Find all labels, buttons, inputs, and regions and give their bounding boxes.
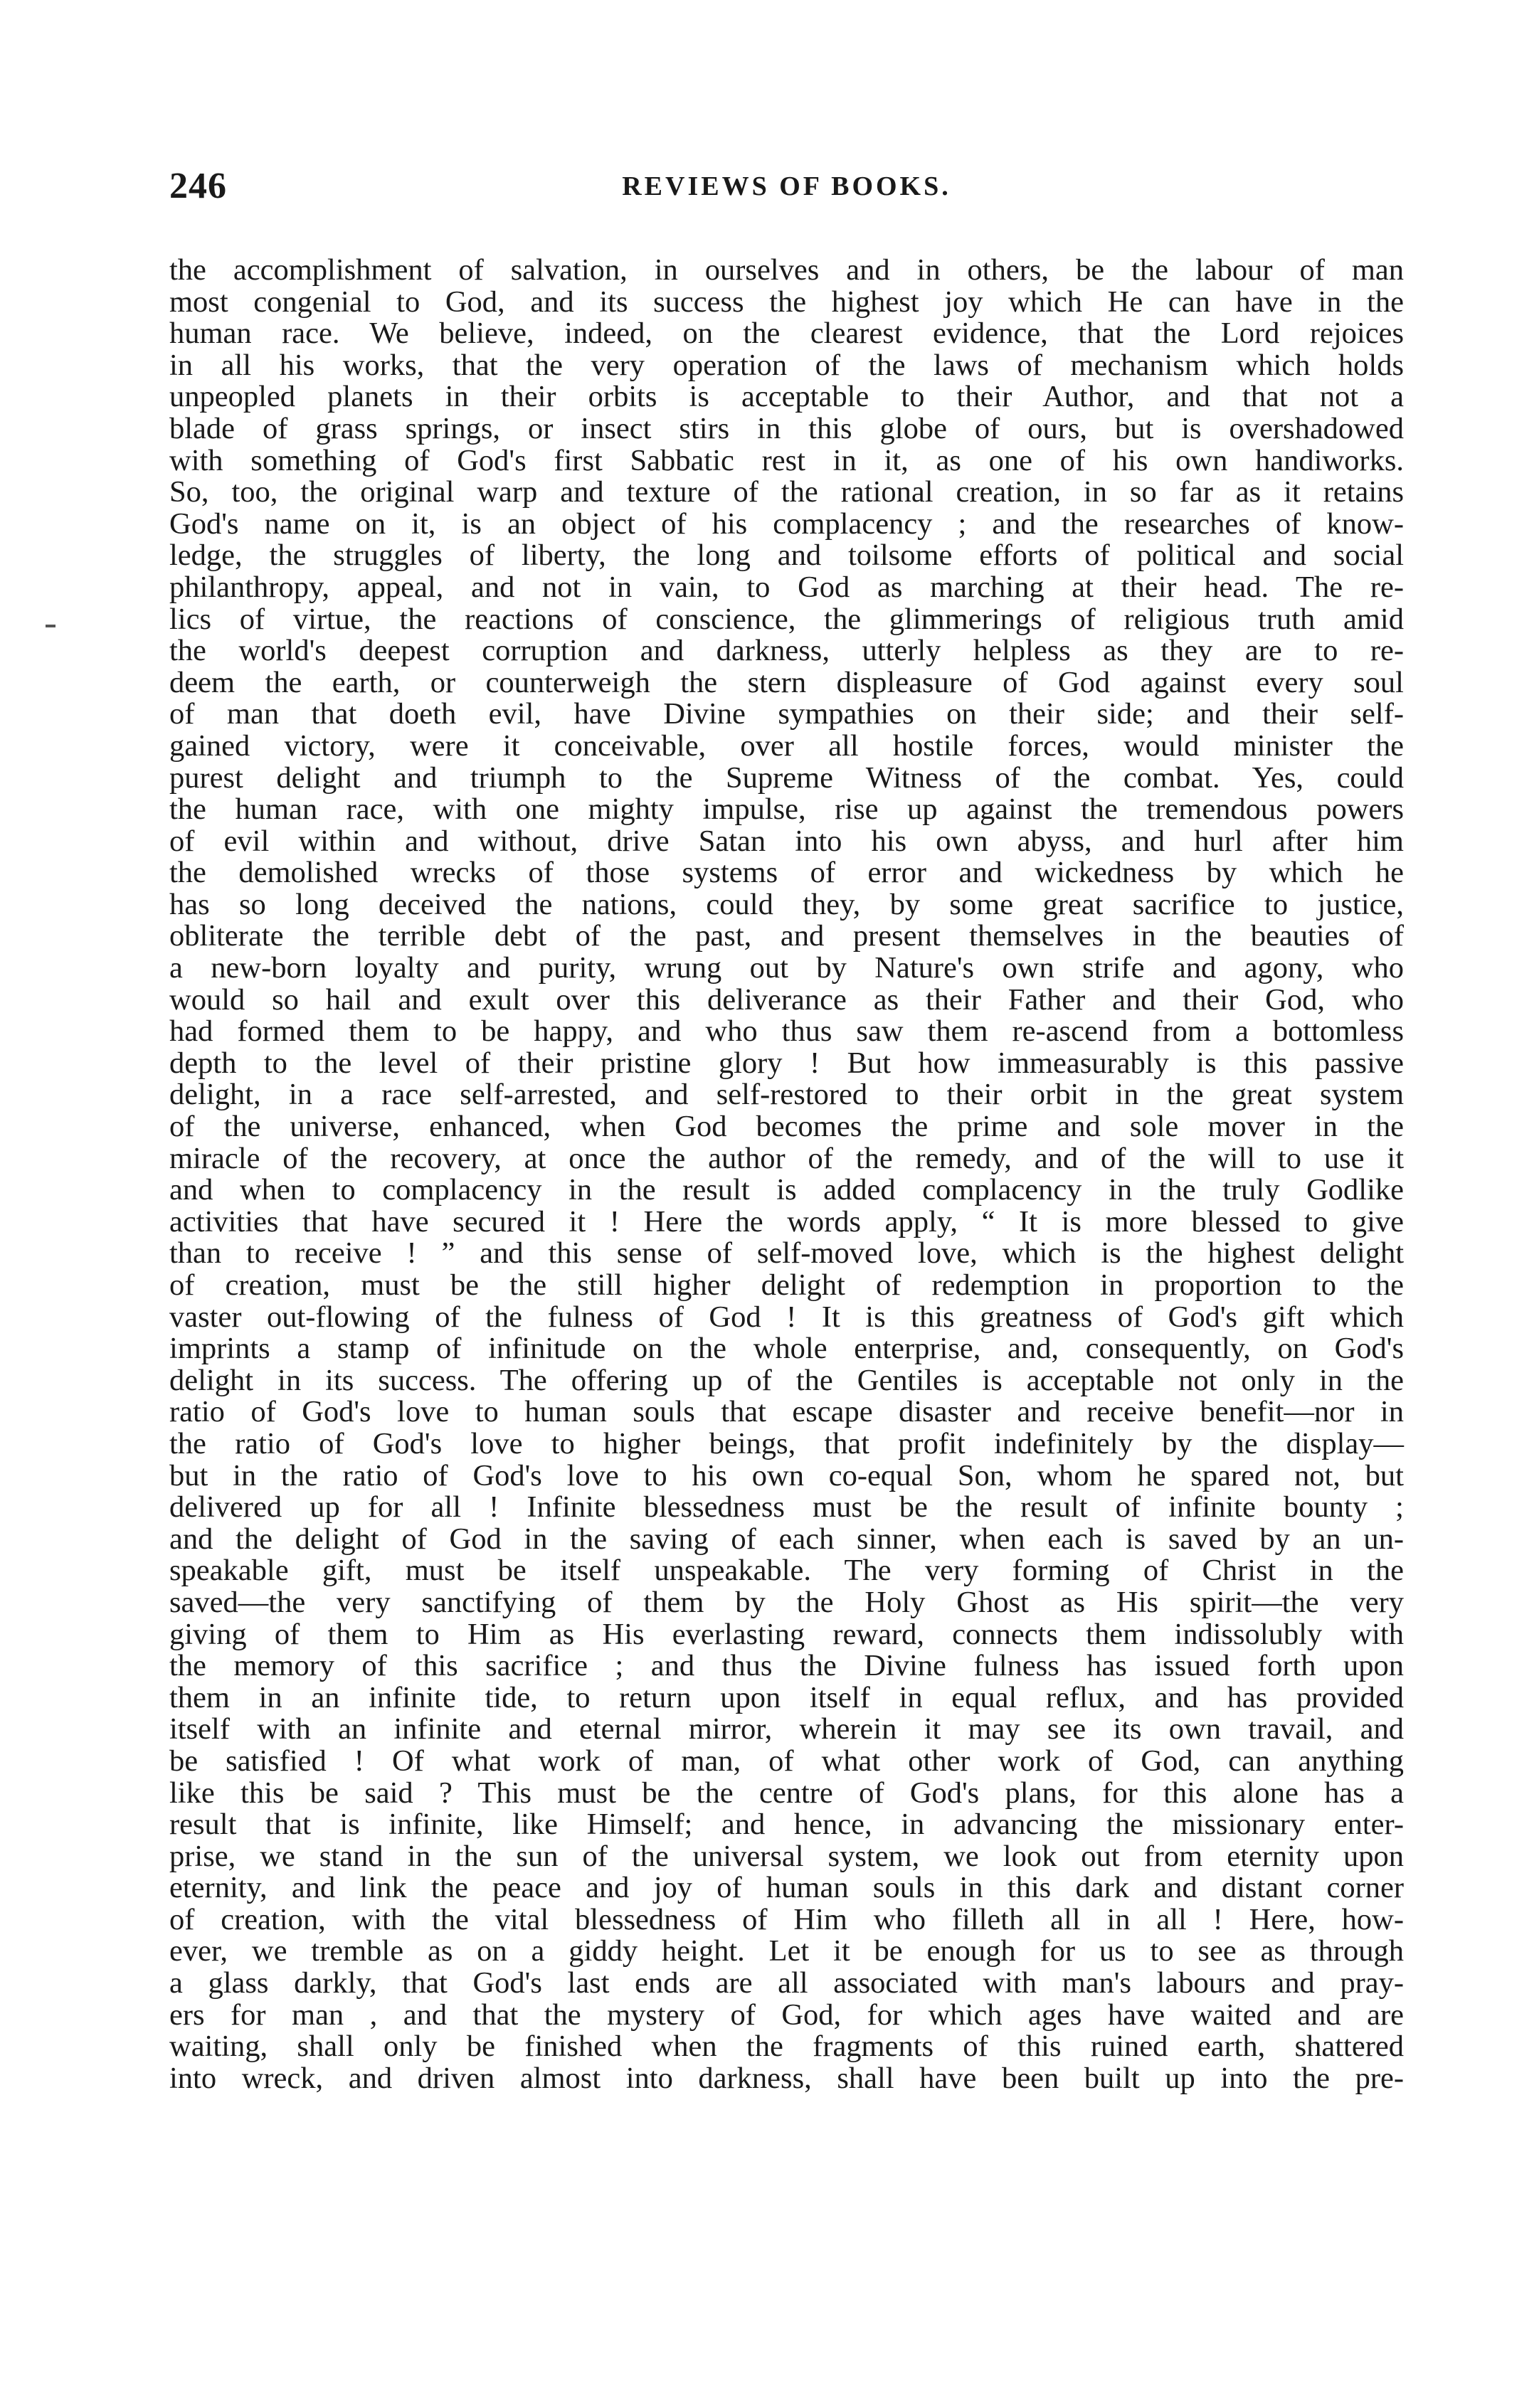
- text-line: the human race, with one mighty impulse, rise up against the tremendous powers: [169, 792, 1404, 827]
- text-line: would so hail and exult over this deliverance as their Father and their God, who: [169, 982, 1404, 1017]
- page-header: [169, 165, 1404, 215]
- text-line: and the delight of God in the saving of each sinner, when each is saved by an un-: [169, 1522, 1404, 1556]
- text-line: speakable gift, must be itself unspeakable. The very forming of Christ in the: [169, 1554, 1404, 1588]
- text-line: the world's deepest corruption and darkness, utterly helpless as they are to re-: [169, 634, 1404, 668]
- text-line: philanthropy, appeal, and not in vain, to God as marching at their head. The re-: [169, 570, 1404, 604]
- text-line: and when to complacency in the result is added complacency in the truly Godlike: [169, 1173, 1404, 1207]
- text-line: had formed them to be happy, and who thus saw them re-ascend from a bottomless: [169, 1014, 1404, 1049]
- text-line: ever, we tremble as on a giddy height. Let it be enough for us to see as through: [169, 1934, 1404, 1968]
- text-line: obliterate the terrible debt of the past, and present themselves in the beauties of: [169, 919, 1404, 953]
- text-line: of creation, must be the still higher delight of redemption in proportion to the: [169, 1268, 1404, 1302]
- running-head: REVIEWS OF BOOKS.: [622, 171, 951, 201]
- text-line: blade of grass springs, or insect stirs in this globe of ours, but is overshadowed: [169, 411, 1404, 445]
- text-line: delight in its success. The offering up of the Gentiles is acceptable not only in the: [169, 1363, 1404, 1397]
- text-line: unpeopled planets in their orbits is acceptable to their Author, and that not a: [169, 380, 1404, 414]
- text-line: ledge, the struggles of liberty, the long and toilsome efforts of political and social: [169, 539, 1404, 573]
- text-line: like this be said ? This must be the centre of God's plans, for this alone has a: [169, 1776, 1404, 1810]
- text-line: with something of God's first Sabbatic rest in it, as one of his own handiworks.: [169, 443, 1404, 477]
- text-line: of the universe, enhanced, when God becomes the prime and sole mover in the: [169, 1110, 1404, 1144]
- text-line: a new-born loyalty and purity, wrung out by Nature's own strife and agony, who: [169, 951, 1404, 985]
- text-line: ers for man , and that the mystery of God, for which ages have waited and are: [169, 1998, 1404, 2032]
- page-number: 246: [169, 166, 227, 206]
- text-line: of man that doeth evil, have Divine sympathies on their side; and their self-: [169, 697, 1404, 731]
- text-line: waiting, shall only be finished when the fragments of this ruined earth, shattered: [169, 2030, 1404, 2064]
- text-line: a glass darkly, that God's last ends are all associated with man's labours and pray-: [169, 1966, 1404, 2000]
- text-line: the memory of this sacrifice ; and thus the Divine fulness has issued forth upon: [169, 1649, 1404, 1683]
- text-line: be satisfied ! Of what work of man, of what other work of God, can anything: [169, 1744, 1404, 1778]
- text-line: human race. We believe, indeed, on the clearest evidence, that the Lord rejoices: [169, 317, 1404, 351]
- text-line: in all his works, that the very operation of the laws of mechanism which holds: [169, 348, 1404, 382]
- text-line: imprints a stamp of infinitude on the whole enterprise, and, consequently, on God's: [169, 1332, 1404, 1366]
- text-line: them in an infinite tide, to return upon itself in equal reflux, and has provided: [169, 1680, 1404, 1714]
- text-line: of evil within and without, drive Satan into his own abyss, and hurl after him: [169, 824, 1404, 858]
- text-line: itself with an infinite and eternal mirror, wherein it may see its own travail, and: [169, 1712, 1404, 1746]
- text-line: ratio of God's love to human souls that escape disaster and receive benefit—nor in: [169, 1395, 1404, 1429]
- text-line: deem the earth, or counterweigh the stern displeasure of God against every soul: [169, 665, 1404, 699]
- text-line: vaster out-flowing of the fulness of God ! It is this greatness of God's gift which: [169, 1300, 1404, 1334]
- text-line: gained victory, were it conceivable, over all hostile forces, would minister the: [169, 728, 1404, 763]
- text-line: has so long deceived the nations, could they, by some great sacrifice to justice,: [169, 887, 1404, 921]
- text-line: the ratio of God's love to higher beings, that profit indefinitely by the display—: [169, 1426, 1404, 1460]
- text-line: than to receive ! ” and this sense of self-moved love, which is the highest delight: [169, 1236, 1404, 1271]
- text-line: delivered up for all ! Infinite blessedness must be the result of infinite bounty ;: [169, 1490, 1404, 1524]
- text-line: but in the ratio of God's love to his own co-equal Son, whom he spared not, but: [169, 1458, 1404, 1492]
- text-line: lics of virtue, the reactions of conscience, the glimmerings of religious truth amid: [169, 602, 1404, 636]
- margin-dash-mark: [46, 625, 55, 627]
- text-line: result that is infinite, like Himself; and hence, in advancing the missionary enter-: [169, 1808, 1404, 1842]
- body-text: [169, 255, 1404, 2094]
- text-line: into wreck, and driven almost into darkness, shall have been built up into the pre-: [169, 2061, 1404, 2095]
- text-line: depth to the level of their pristine glory ! But how immeasurably is this passive: [169, 1046, 1404, 1080]
- text-line: God's name on it, is an object of his complacency ; and the researches of know-: [169, 506, 1404, 541]
- text-line: So, too, the original warp and texture of the rational creation, in so far as it retains: [169, 475, 1404, 509]
- text-line: miracle of the recovery, at once the author of the remedy, and of the will to use it: [169, 1141, 1404, 1175]
- text-line: eternity, and link the peace and joy of human souls in this dark and distant corner: [169, 1871, 1404, 1905]
- text-line: most congenial to God, and its success the highest joy which He can have in the: [169, 285, 1404, 319]
- text-line: activities that have secured it ! Here the words apply, “ It is more blessed to give: [169, 1204, 1404, 1239]
- text-line: the demolished wrecks of those systems of error and wickedness by which he: [169, 856, 1404, 890]
- text-line: delight, in a race self-arrested, and self-restored to their orbit in the great system: [169, 1078, 1404, 1112]
- text-line: the accomplishment of salvation, in ourselves and in others, be the labour of man: [169, 253, 1404, 287]
- text-line: of creation, with the vital blessedness of Him who filleth all in all ! Here, how-: [169, 1902, 1404, 1936]
- text-line: giving of them to Him as His everlasting reward, connects them indissolubly with: [169, 1617, 1404, 1651]
- text-line: saved—the very sanctifying of them by the Holy Ghost as His spirit—the very: [169, 1585, 1404, 1619]
- text-line: purest delight and triumph to the Supreme Witness of the combat. Yes, could: [169, 760, 1404, 795]
- text-line: prise, we stand in the sun of the universal system, we look out from eternity upon: [169, 1839, 1404, 1873]
